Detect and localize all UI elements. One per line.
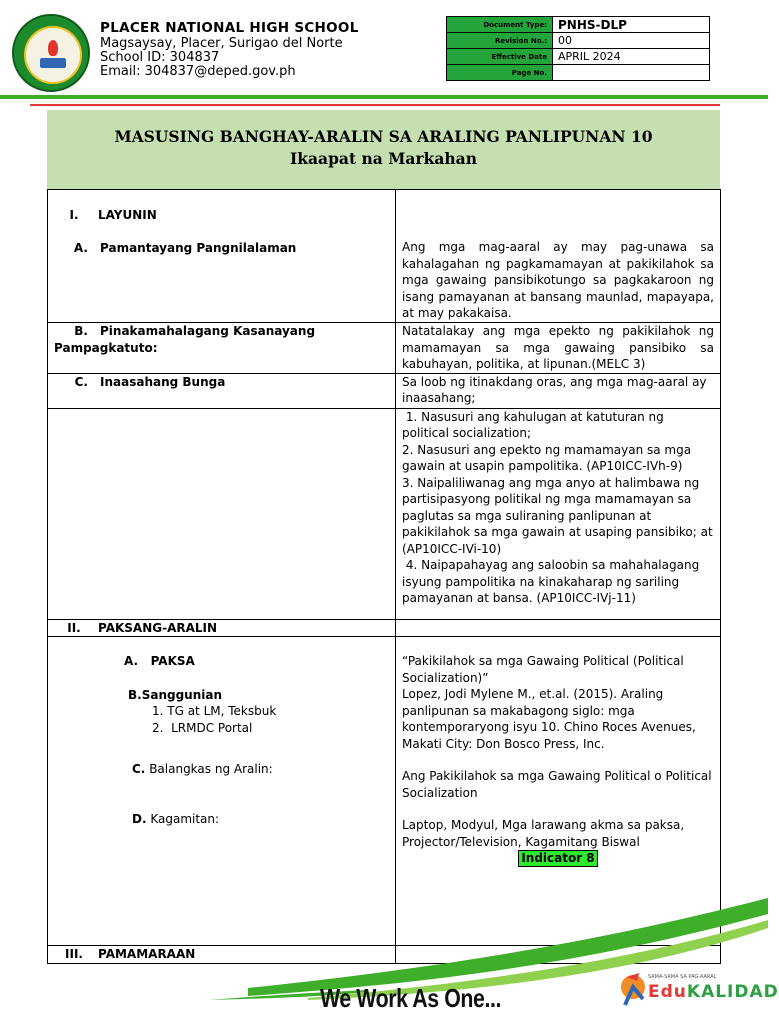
table-row [48,190,721,323]
item-label: Balangkas ng Aralin: [145,762,273,776]
content-text: Laptop, Modyul, Mga larawang akma sa paksa, Projector/Television, Kagamitang Biswal [402,818,685,849]
content-text: Lopez, Jodi Mylene M., et.al. (2015). Araling panlipunan sa makabagong siglo: mga kontemporaryong isyu 10. Chino Roces Avenues, Makati City: Don Bosco Press, Inc. [402,687,696,751]
section-number: II. [67,620,81,635]
document-title: MASUSING BANGHAY-ARALIN SA ARALING PANLIPUNAN 10 [114,127,653,146]
table-row [48,323,721,374]
header-green-rule [0,95,768,99]
indicator-badge: Indicator 8 [518,850,597,867]
book-icon [40,58,66,68]
edukalidad-wordmark-prefix: Edu [648,982,687,1002]
school-id: School ID: 304837 [100,50,220,65]
item-label: Inaasahang Bunga [100,374,226,389]
doc-info-label: Document Type: [447,17,553,33]
list-item: 1. TG at LM, Teksbuk [152,704,277,718]
document-subtitle: Ikaapat na Markahan [290,149,477,168]
item-letter: A. [73,240,88,255]
item-label: Pinakamahalagang Kasanayang Pampagkatuto: [54,324,316,355]
doc-info-label: Page No. [447,65,553,81]
school-seal-logo [12,14,90,92]
doc-info-row [447,33,710,49]
table-cell [48,408,396,619]
doc-info-row [447,49,710,65]
objective-item: 1. Nasusuri ang kahulugan at katuturan ng political socialization; [402,409,668,440]
table-row [48,408,721,619]
edukalidad-wordmark [648,982,779,1002]
content-text: Ang mga mag-aaral ay may pag-unawa sa kahalagahan ng pagkamamayan at pakikilahok sa mga gawaing pansibikotungo sa pagkakaroon ng isang pamayanan at bansang maunlad, mapayapa, at may pakakaisa. [402,240,714,320]
edukalidad-wordmark-suffix: KALIDAD [686,982,779,1002]
section-number: I. [69,208,79,222]
section-heading: PAMAMARAAN [98,947,196,961]
torch-flame-icon [48,40,58,56]
section-heading: PAKSANG-ARALIN [98,620,218,635]
section-heading: LAYUNIN [98,208,157,222]
doc-info-value: 00 [553,33,710,49]
table-cell [396,190,721,323]
doc-info-value: APRIL 2024 [553,49,710,65]
item-letter: D. [132,811,147,826]
table-cell [396,619,721,637]
title-banner [47,110,720,189]
content-text: Ang Pakikilahok sa mga Gawaing Political o Political Socialization [402,769,712,800]
doc-info-row [447,65,710,81]
doc-info-row [447,17,710,33]
item-label: B.Sanggunian [128,687,223,702]
lesson-plan-table [47,189,721,964]
content-text: Natatalakay ang mga epekto ng pakikilahok ng mamamayan sa mga gawaing pansibiko sa kabuhayan, politika, at lipunan.(MELC 3) [396,323,721,374]
item-label: Kagamitan: [146,811,220,826]
item-label: A. PAKSA [124,654,195,668]
doc-info-label: Effective Date [447,49,553,65]
table-cell [48,373,396,408]
objective-item: 4. Naipapahayag ang saloobin sa mahahalagang isyung pampolitika na kinakaharap ng sariling pamayanan at bansa. (AP10ICC-IVj-11) [402,558,704,605]
school-name: PLACER NATIONAL HIGH SCHOOL [100,20,359,36]
item-label: Pamantayang Pangnilalaman [100,240,297,255]
edukalidad-small-text: SAMA-SAMA SA PAG-AARAL [648,974,717,980]
content-text: “Pakikilahok sa mga Gawaing Political (Political Socialization)” [402,654,684,685]
school-email: Email: 304837@deped.gov.ph [100,64,296,79]
document-header [0,0,768,110]
list-item: 2. LRMDC Portal [152,720,253,735]
header-red-rule [30,104,720,106]
item-letter: C. [132,762,146,776]
doc-info-value [553,65,710,81]
table-cell [48,323,396,374]
table-cell [48,190,396,323]
objective-item: 2. Nasusuri ang epekto ng mamamayan sa mga gawain at usapin pampolitika. (AP10ICC-IVh-9) [402,442,692,473]
school-address: Magsaysay, Placer, Surigao del Norte [100,36,343,51]
table-row [48,373,721,408]
content-text: Sa loob ng itinakdang oras, ang mga mag-aaral ay inaasahang; [396,373,721,408]
section-number: III. [65,947,83,961]
item-letter: C. [74,374,88,389]
document-info-table [446,16,710,81]
doc-info-value: PNHS-DLP [553,17,710,33]
item-letter: B. [74,324,88,338]
doc-info-label: Revision No.: [447,33,553,49]
table-row [48,619,721,637]
objective-item: 3. Naipaliliwanag ang mga anyo at halimbawa ng partisipasyong politikal ng mga mamamayan sa paglutas sa mga suliraning panlipunan at pakikilahok sa mga gawain at usaping pansibiko; at (AP10ICC-IVi-10) [402,475,713,556]
table-cell [396,408,721,619]
table-cell [48,619,396,637]
footer-tagline: We Work As One... [320,983,502,1013]
